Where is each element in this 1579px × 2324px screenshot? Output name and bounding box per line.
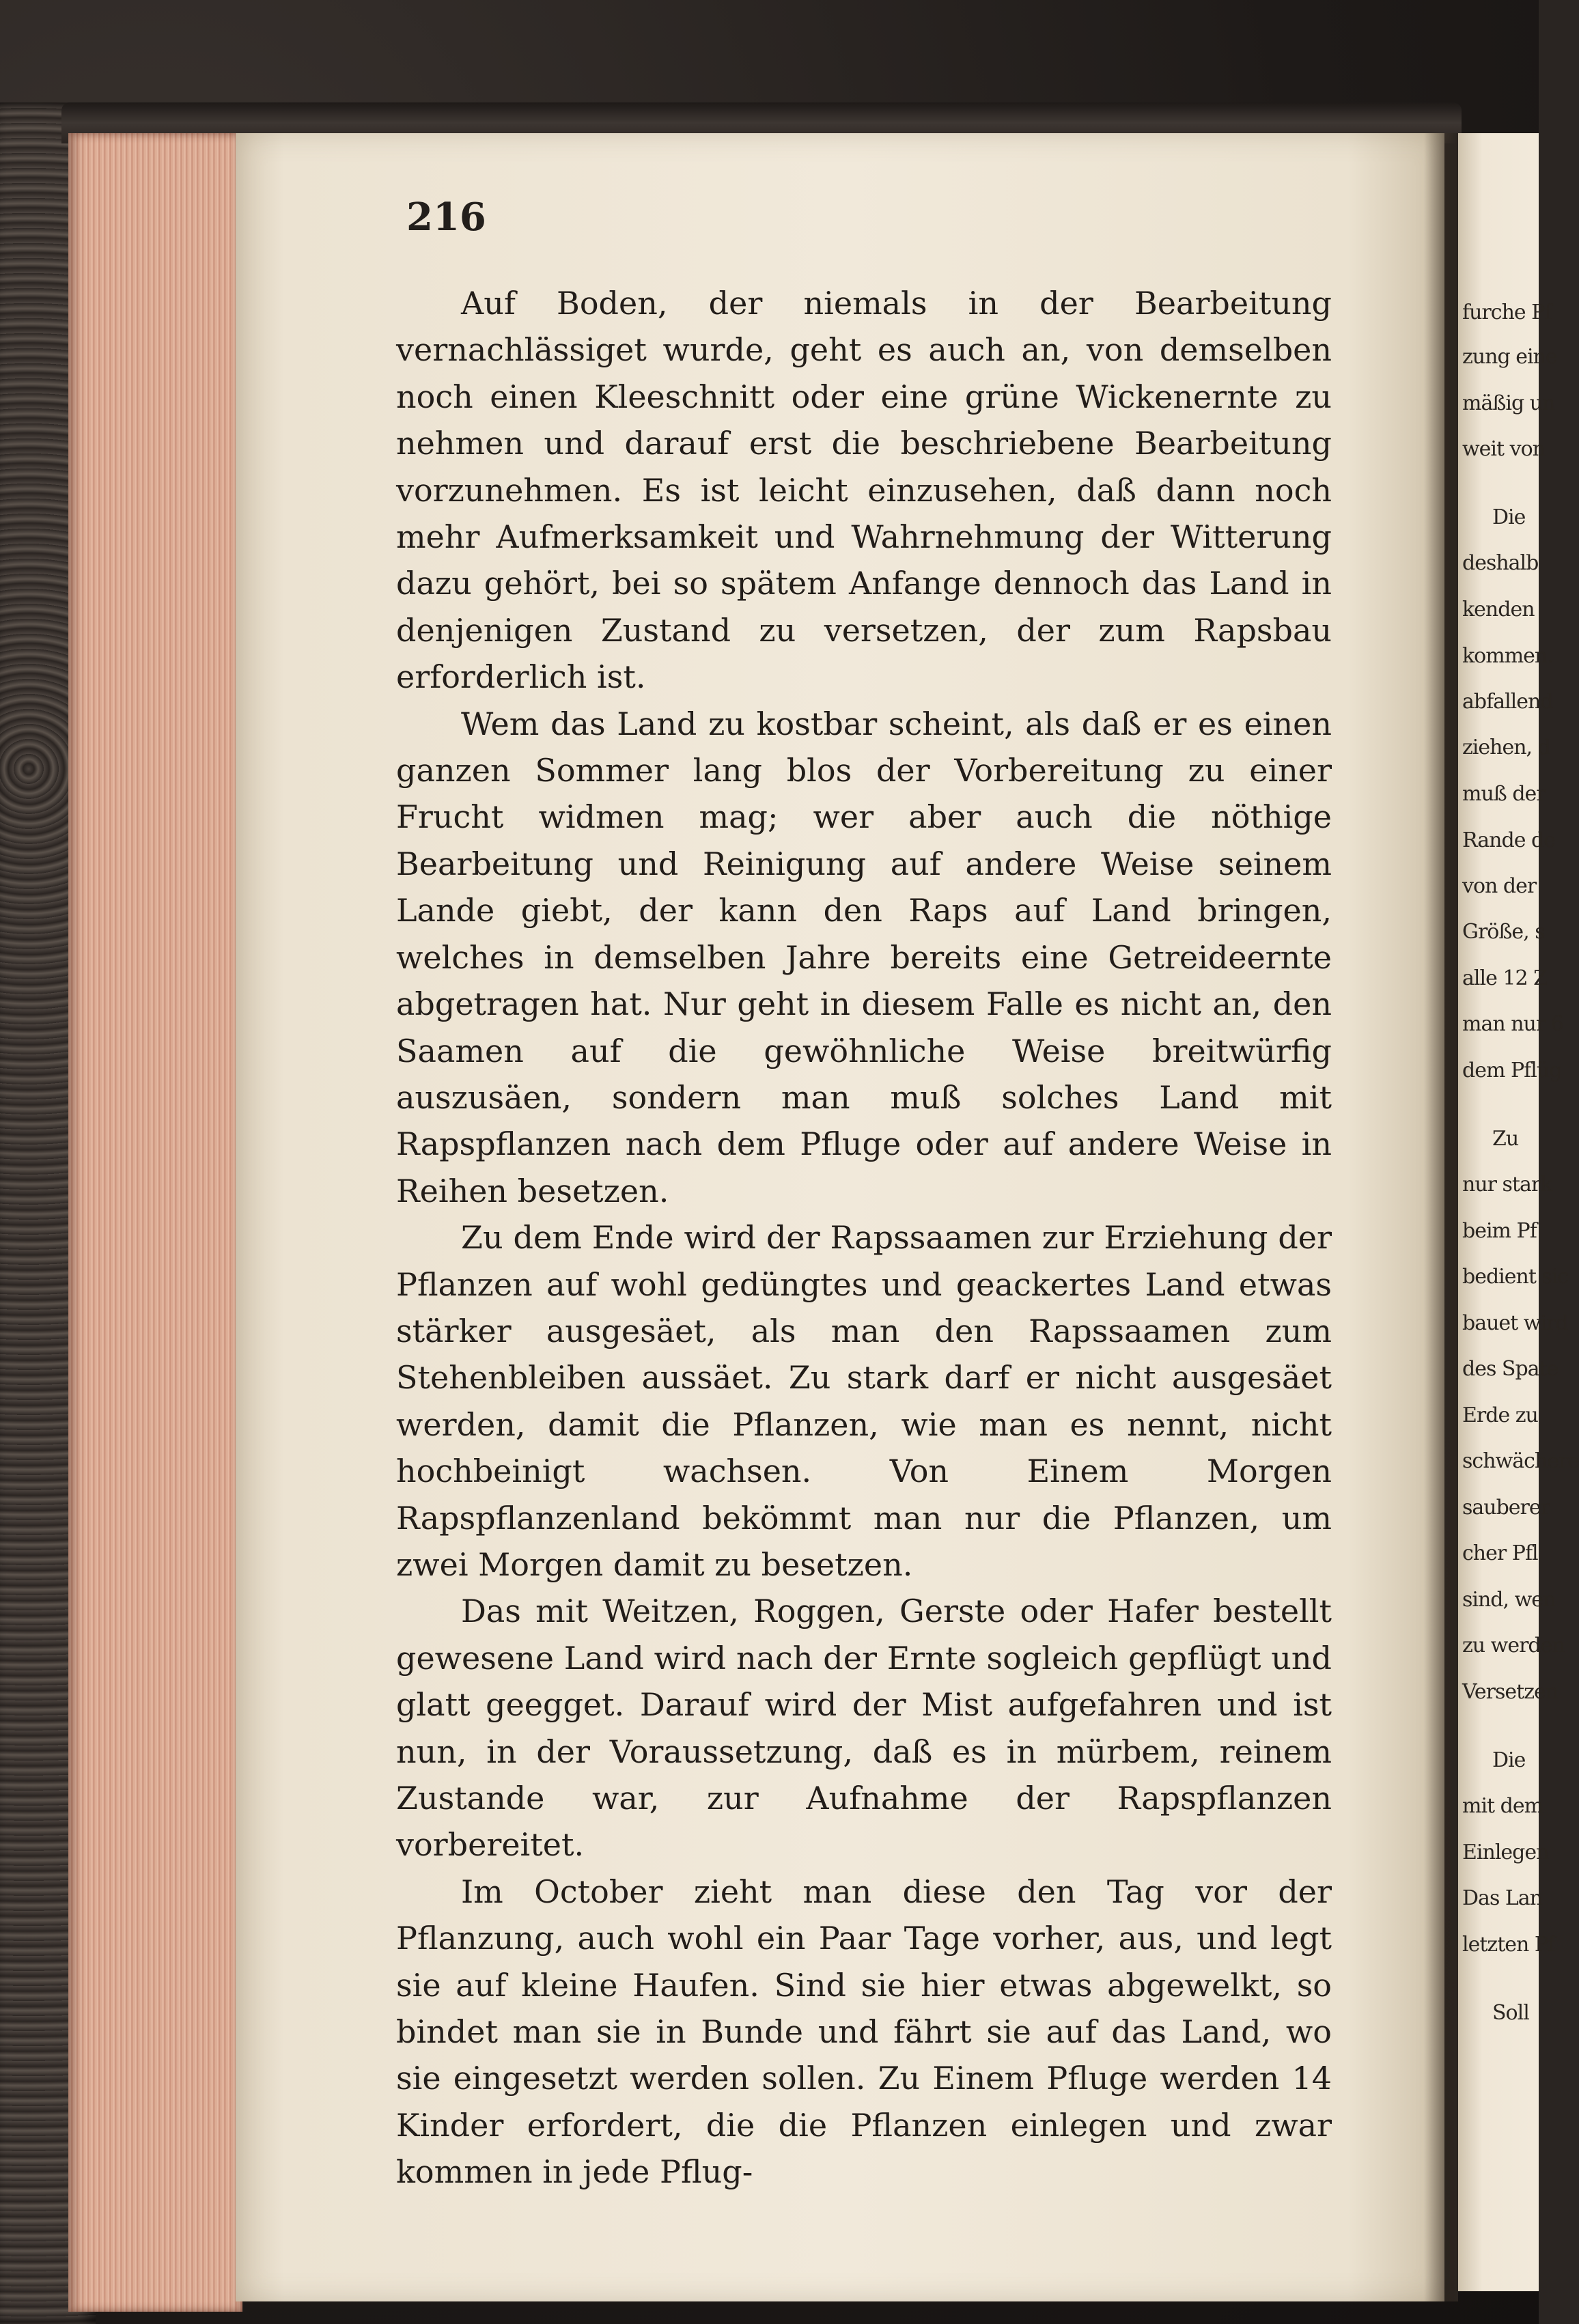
- paragraph: Im October zieht man diese den Tag vor der Pflanzung, auch wohl ein Paar Tage vorher, aus, und legt sie auf kleine Haufen. Sind sie hier etwas abgewelkt, so bindet man sie in Bunde und fährt sie auf das Land, wo sie eingesetzt werden sollen. Zu Einem Pfluge werden 14 Kinder erfordert, die die Pflanzen einlegen und zwar kommen in jede Pflug-: [396, 1873, 1332, 2191]
- paragraph: Das mit Weitzen, Roggen, Gerste oder Hafer bestellt gewesene Land wird nach der Ernte sogleich gepflügt und glatt geegget. Darauf wird der Mist aufgefahren und ist nun, in der Voraussetzung, daß es in mürbem, reinem Zustande war, zur Aufnahme der Rapspflanzen vorbereitet.: [396, 1593, 1332, 1864]
- facing-line: furche Pf: [1462, 300, 1552, 324]
- facing-line: zu werden: [1462, 1634, 1565, 1657]
- facing-line: Erde zu: [1462, 1403, 1538, 1427]
- facing-line: von der: [1462, 874, 1537, 898]
- facing-line: Zu: [1492, 1127, 1519, 1151]
- facing-line: mäßig un: [1462, 391, 1555, 415]
- facing-line: Das Lan: [1462, 1886, 1542, 1910]
- facing-line: Soll: [1492, 2001, 1529, 2025]
- facing-line: zung eine: [1462, 345, 1557, 369]
- page-edges: [68, 133, 242, 2312]
- facing-line: bedient sic: [1462, 1265, 1569, 1289]
- paragraph: Zu dem Ende wird der Rapssaamen zur Erziehung der Pflanzen auf wohl gedüngtes und geackertes Land etwas stärker ausgesäet, als man den Rapssaamen zum Stehenbleiben aussäet. Zu stark darf er nicht ausgesäet werden, damit die Pflanzen, wie man es nennt, nicht hochbeinigt wachsen. Von Einem Morgen Rapspflanzenland bekömmt man nur die Pflanzen, um zwei Morgen damit zu besetzen.: [396, 1219, 1332, 1583]
- facing-line: beim Pf: [1462, 1219, 1537, 1243]
- facing-line: Versetzen: [1462, 1680, 1559, 1704]
- facing-line: weit von: [1462, 437, 1545, 461]
- facing-line: mit dem: [1462, 1794, 1543, 1818]
- page-number: 216: [406, 195, 486, 240]
- facing-line: nur stark: [1462, 1173, 1552, 1196]
- facing-page: [1458, 133, 1579, 2291]
- page-text: [396, 280, 1332, 2196]
- facing-line: kommen.: [1462, 644, 1553, 668]
- facing-line: Rande de: [1462, 828, 1555, 852]
- facing-line: Die: [1492, 1748, 1526, 1772]
- facing-line: Größe, s: [1462, 920, 1545, 944]
- facing-line: kenden: [1462, 598, 1535, 621]
- paragraph: Auf Boden, der niemals in der Bearbeitung vernachlässiget wurde, geht es auch an, von demselben noch einen Kleeschnitt oder eine grüne Wickenernte zu nehmen und darauf erst die beschriebene Bearbeitung vorzunehmen. Es ist leicht einzusehen, daß dann noch mehr Aufmerksamkeit und Wahrnehmung der Witterung dazu gehört, bei so spätem Anfange dennoch das Land in denjenigen Zustand zu versetzen, der zum Rapsbau erforderlich ist.: [396, 285, 1332, 696]
- facing-line: ziehen, d: [1462, 736, 1550, 759]
- facing-line: bauet wird: [1462, 1311, 1568, 1335]
- facing-line: Einlegen: [1462, 1840, 1549, 1864]
- facing-line: alle 12 Z: [1462, 966, 1547, 990]
- facing-line: des Spate: [1462, 1357, 1559, 1381]
- facing-line: dem Pflüg: [1462, 1059, 1562, 1082]
- facing-line: letzten Pf: [1462, 1933, 1555, 1957]
- facing-line: Die: [1492, 505, 1526, 529]
- paragraph: Wem das Land zu kostbar scheint, als daß er es einen ganzen Sommer lang blos der Vorbereitung zu einer Frucht widmen mag; wer aber auch die nöthige Bearbeitung und Reinigung auf andere Weise seinem Lande giebt, der kann den Raps auf Land bringen, welches in demselben Jahre bereits eine Getreideernte abgetragen hat. Nur geht in diesem Falle es nicht an, den Saamen auf die gewöhnliche Weise breitwürfig auszusäen, sondern man muß solches Land mit Rapspflanzen nach dem Pfluge oder auf andere Weise in Reihen besetzen.: [396, 705, 1332, 1209]
- book-gutter: [1424, 133, 1458, 2301]
- facing-line: deshalb: [1462, 551, 1539, 575]
- facing-line: muß der: [1462, 782, 1546, 806]
- facing-line: schwächere: [1462, 1449, 1579, 1473]
- facing-line: abfallend: [1462, 690, 1553, 714]
- facing-line: sauberer: [1462, 1496, 1550, 1520]
- facing-line: cher Pfl: [1462, 1541, 1538, 1565]
- facing-line: man nur 6: [1462, 1012, 1563, 1036]
- facing-line: sind, wen: [1462, 1588, 1556, 1612]
